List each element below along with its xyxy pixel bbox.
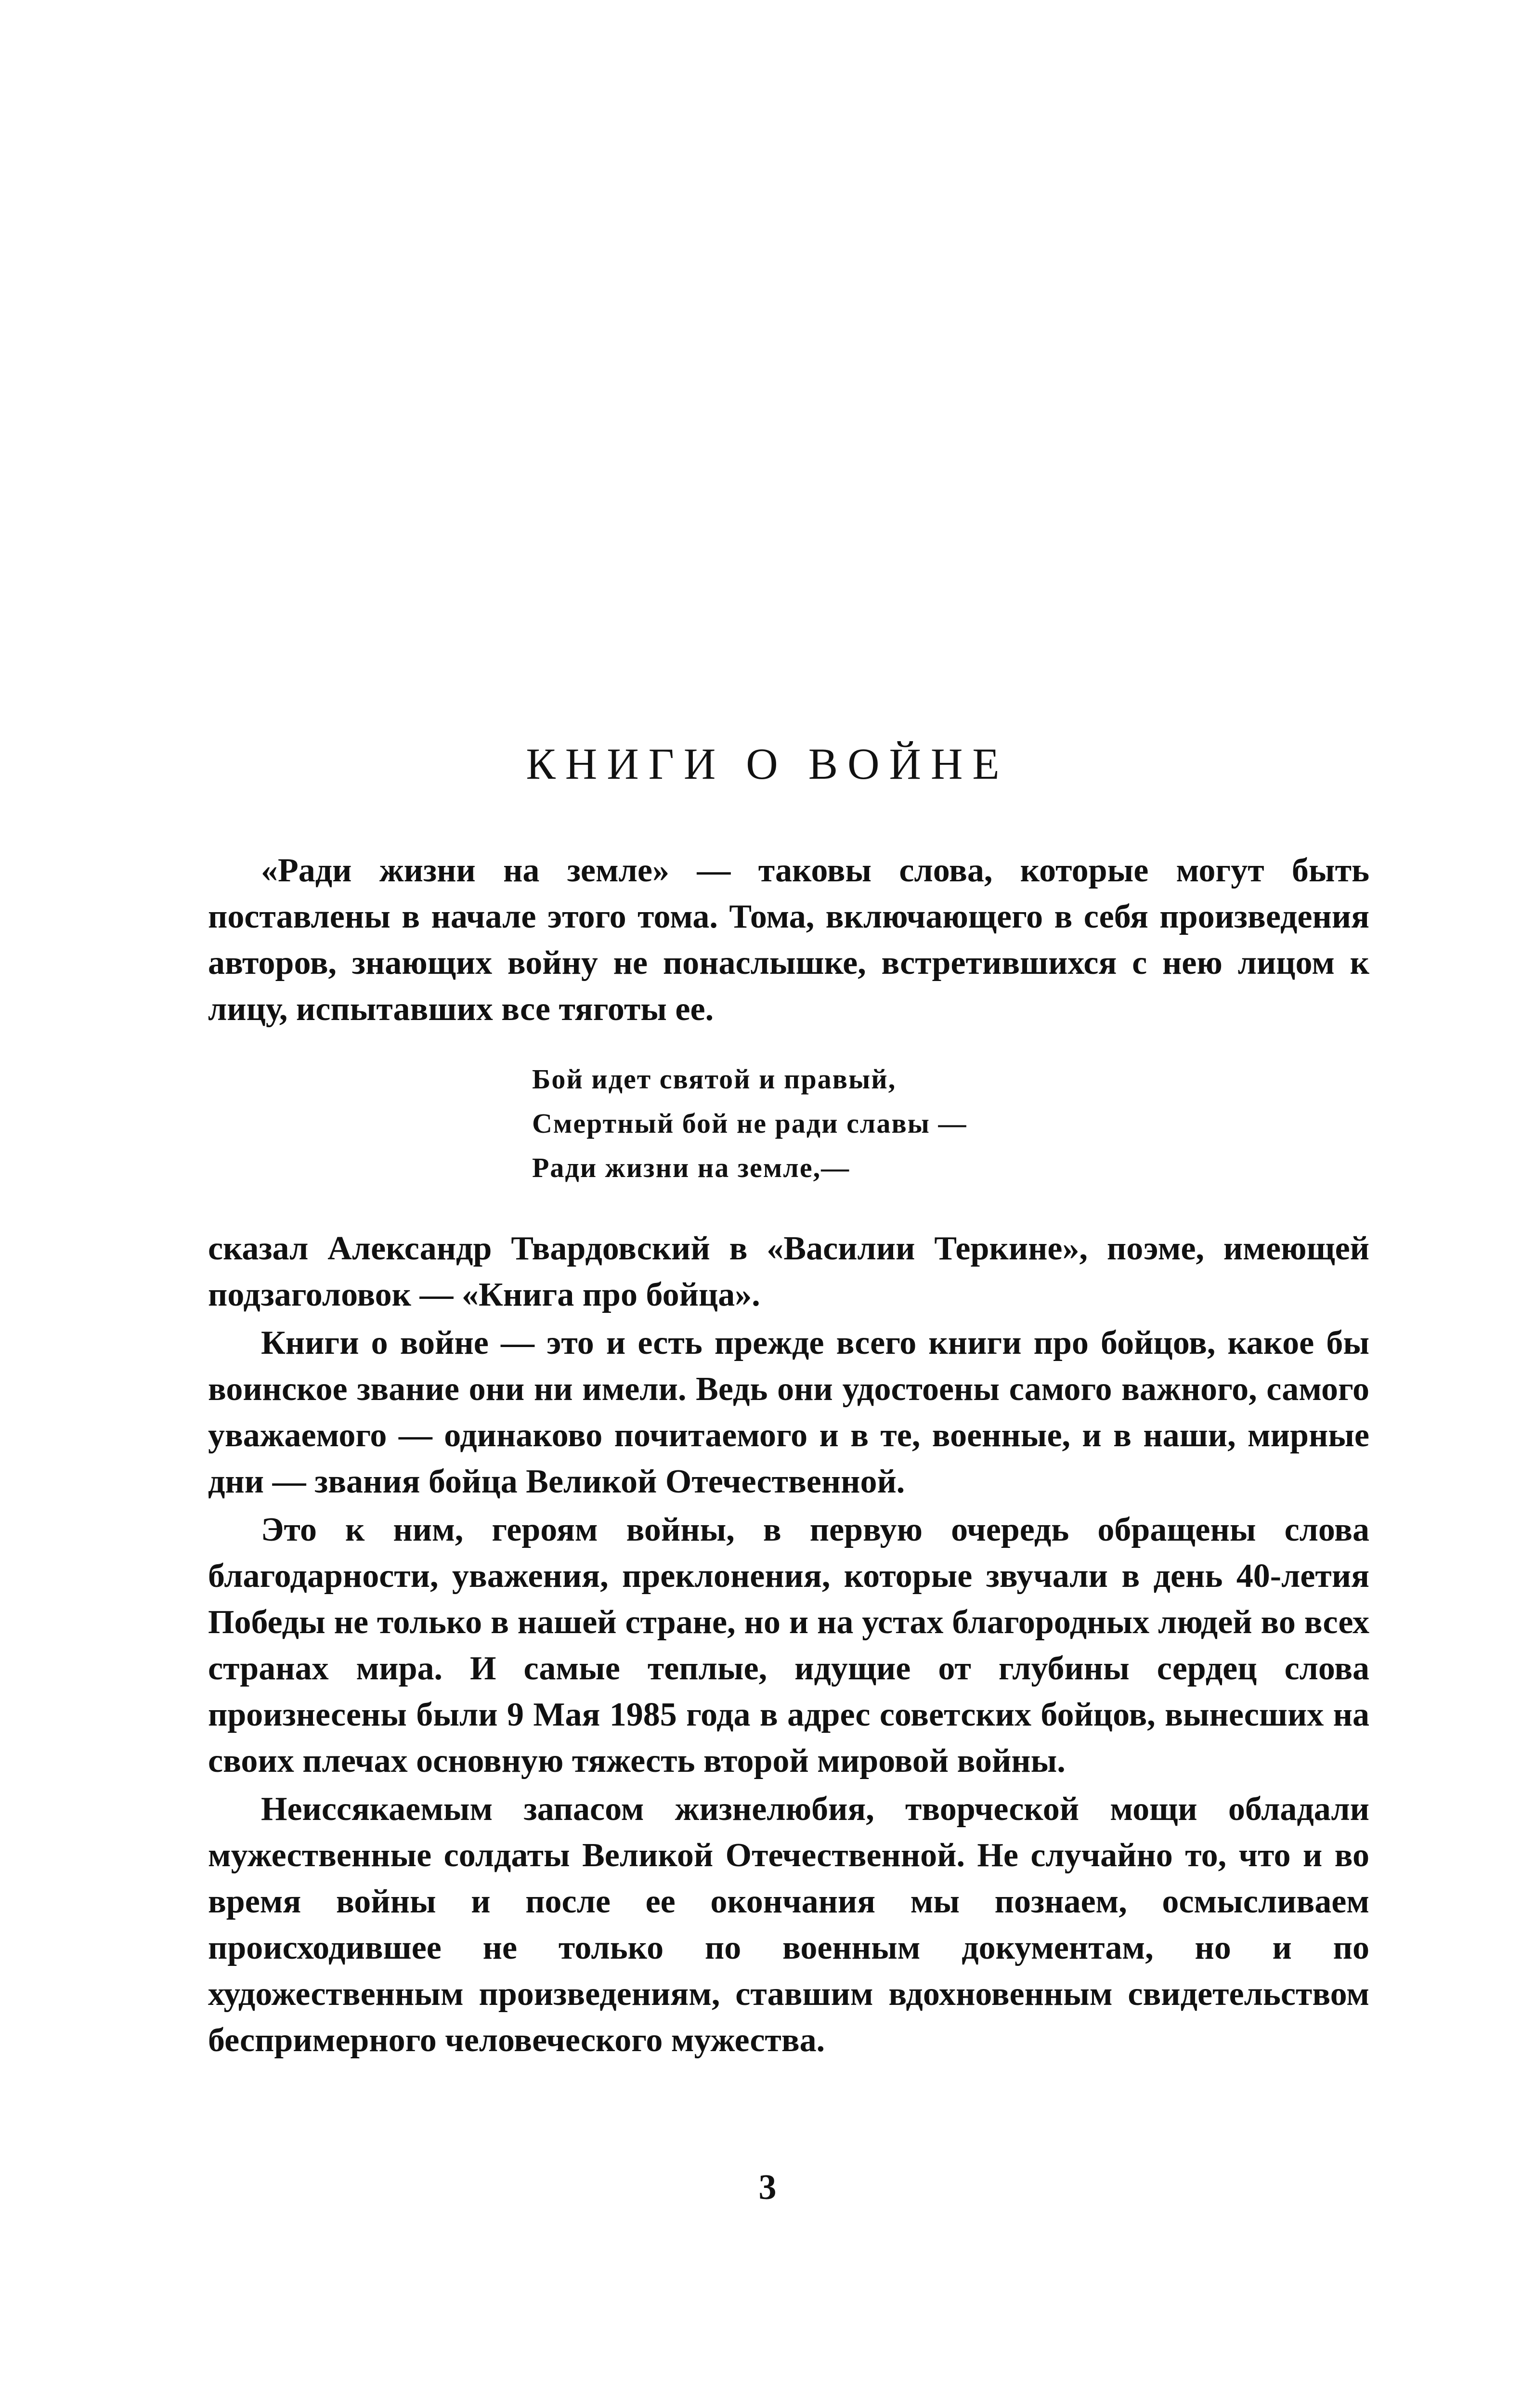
paragraph: Неиссякаемым запасом жизнелюбия, творческой мощи обладали мужественные солдаты Великой Отечественной. Не случайно то, что и во время войны и после ее окончания мы познаем, осмысливаем происходившее не только по военным документам, но и по художественным произведениям, ставшим вдохновенным свидетельством беспримерного человеческого мужества. — [208, 1791, 1369, 2059]
paragraph: Это к ним, героям войны, в первую очередь обращены слова благодарности, уважения, преклонения, которые звучали в день 40-летия Победы не только в нашей стране, но и на устах благородных людей во всех странах мира. И самые теплые, идущие от глубины сердец слова произнесены были 9 Мая 1985 года в адрес советских бойцов, вынесших на своих плечах основную тяжесть второй мировой войны. — [208, 1511, 1369, 1780]
chapter-title: КНИГИ О ВОЙНЕ — [526, 739, 1009, 788]
paragraph: Книги о войне — это и есть прежде всего книги про бойцов, какое бы воинское звание они ни имели. Ведь они удостоены самого важного, самого уважаемого — одинаково почитаемого и в те, военные, и в наши, мирные дни — звания бойца Великой Отечественной. — [208, 1324, 1369, 1500]
main-text — [208, 1226, 1369, 2064]
paragraph: сказал Александр Твардовский в «Василии Теркине», поэме, имеющей подзаголовок — «Книга про бойца». — [208, 1230, 1369, 1313]
intro-block — [208, 848, 1369, 1033]
verse-line: Смертный бой не ради славы — — [532, 1108, 967, 1139]
verse-line: Ради жизни на земле,— — [532, 1152, 850, 1183]
verse-quote — [532, 1057, 967, 1190]
verse-line: Бой идет святой и правый, — [532, 1063, 897, 1095]
intro-paragraph: «Ради жизни на земле» — таковы слова, которые могут быть поставлены в начале этого тома. Тома, включающего в себя произведения авторов, знающих войну не понаслышке, встретившихся с нею лицом к лицу, испытавших все тяготы ее. — [208, 852, 1369, 1028]
page-number: 3 — [758, 2168, 777, 2207]
